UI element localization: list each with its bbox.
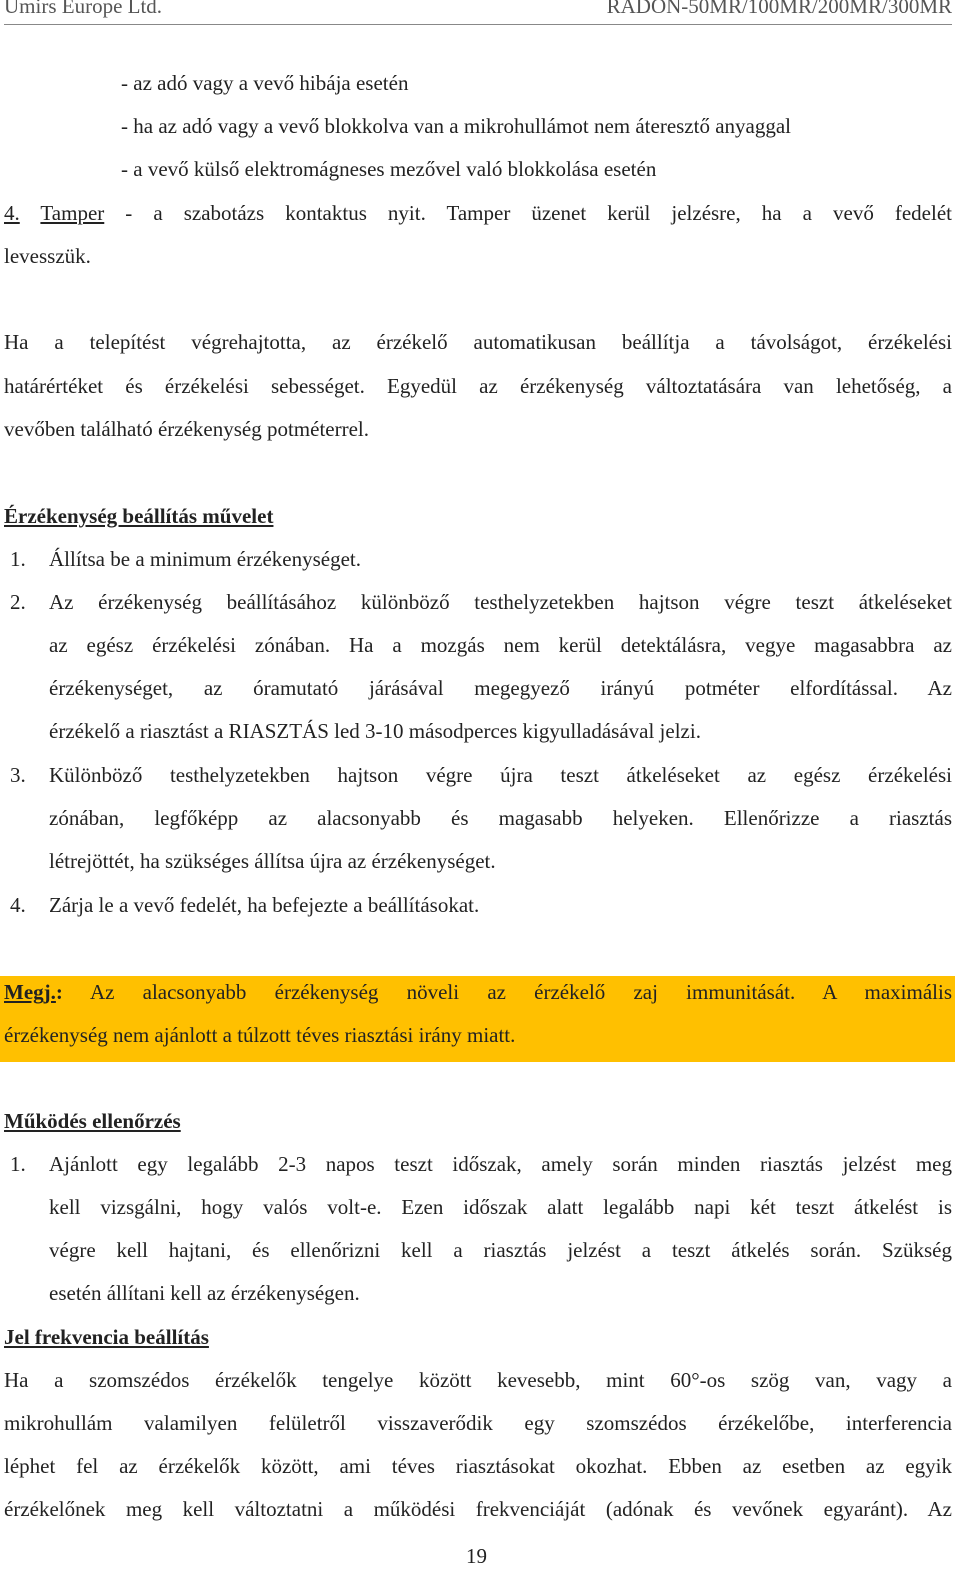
- paragraph-line: léphet fel az érzékelők között, ami téves riasztásokat okozhat. Ebben az esetben az egyik: [4, 1454, 952, 1478]
- tamper-line: [4, 199, 952, 227]
- paragraph-line: Ha a szomszédos érzékelők tengelye között kevesebb, mint 60°-os szög van, vagy a: [4, 1368, 952, 1392]
- list-number: 1.: [10, 1152, 26, 1176]
- note-label: Megj.: [4, 980, 56, 1004]
- header-company: Umirs Europe Ltd.: [4, 0, 163, 18]
- note-text: Az alacsonyabb érzékenység növeli az érzékelő zaj immunitását. A maximális: [62, 980, 952, 1004]
- list-item-text: végre kell hajtani, és ellenőrizni kell a riasztás jelzést a teszt átkelés során. Szükség: [49, 1238, 952, 1262]
- note-colon: :: [55, 980, 63, 1004]
- bullet-line: - az adó vagy a vevő hibája esetén: [121, 71, 409, 95]
- bullet-line: - ha az adó vagy a vevő blokkolva van a mikrohullámot nem áteresztő anyaggal: [121, 114, 792, 138]
- section-heading-check: Működés ellenőrzés: [4, 1109, 181, 1133]
- paragraph-line: Ha a telepítést végrehajtotta, az érzékelő automatikusan beállítja a távolságot, érzékelési: [4, 330, 952, 354]
- tamper-num: 4.: [4, 201, 20, 225]
- page-header: [4, 0, 952, 24]
- list-item-text: Ajánlott egy legalább 2-3 napos teszt időszak, amely során minden riasztás jelzést meg: [49, 1152, 952, 1176]
- paragraph-line: érzékelőnek meg kell változtatni a működési frekvenciáját (adónak és vevőnek egyaránt). Az: [4, 1497, 952, 1521]
- list-item-text: Állítsa be a minimum érzékenységet.: [49, 547, 361, 571]
- section-heading-sensitivity: Érzékenység beállítás művelet: [4, 504, 274, 528]
- list-item-text: az egész érzékelési zónában. Ha a mozgás nem kerül detektálásra, vegye magasabbra az: [49, 633, 952, 657]
- tamper-continuation: levesszük.: [4, 244, 91, 268]
- list-item-text: Különböző testhelyzetekben hajtson végre újra teszt átkeléseket az egész érzékelési: [49, 763, 952, 787]
- header-rule: [4, 24, 952, 25]
- list-item-text: esetén állítani kell az érzékenységen.: [49, 1281, 360, 1305]
- list-item-text: Az érzékenység beállításához különböző testhelyzetekben hajtson végre teszt átkeléseket: [49, 590, 952, 614]
- note-line: érzékenység nem ajánlott a túlzott téves riasztási irány miatt.: [4, 1023, 516, 1047]
- paragraph-line: vevőben található érzékenység potméterrel.: [4, 417, 369, 441]
- list-item-text: érzékenységet, az óramutató járásával megegyező irányú potméter elfordítással. Az: [49, 676, 952, 700]
- section-heading-frequency: Jel frekvencia beállítás: [4, 1325, 209, 1349]
- list-item-text: kell vizsgálni, hogy valós volt-e. Ezen időszak alatt legalább napi két teszt átkelést is: [49, 1195, 952, 1219]
- list-number: 1.: [10, 547, 26, 571]
- page-number: 19: [466, 1544, 487, 1568]
- paragraph-line: határértéket és érzékelési sebességet. Egyedül az érzékenység változtatására van lehetőség, a: [4, 374, 952, 398]
- list-number: 2.: [10, 590, 26, 614]
- tamper-term: Tamper: [40, 201, 105, 225]
- note-line: [4, 978, 952, 1006]
- list-item-text: érzékelő a riasztást a RIASZTÁS led 3-10 másodperces kigyulladásával jelzi.: [49, 719, 701, 743]
- list-item-text: létrejöttét, ha szükséges állítsa újra az érzékenységet.: [49, 849, 496, 873]
- list-number: 3.: [10, 763, 26, 787]
- header-model: RADON-50MR/100MR/200MR/300MR: [606, 0, 952, 18]
- tamper-text: - a szabotázs kontaktus nyit. Tamper üzenet kerül jelzésre, ha a vevő fedelét: [104, 201, 952, 225]
- list-item-text: Zárja le a vevő fedelét, ha befejezte a beállításokat.: [49, 893, 480, 917]
- bullet-line: - a vevő külső elektromágneses mezővel való blokkolása esetén: [121, 157, 657, 181]
- list-number: 4.: [10, 893, 26, 917]
- paragraph-line: mikrohullám valamilyen felületről visszaverődik egy szomszédos érzékelőbe, interferencia: [4, 1411, 952, 1435]
- list-item-text: zónában, legfőképp az alacsonyabb és magasabb helyeken. Ellenőrizze a riasztás: [49, 806, 952, 830]
